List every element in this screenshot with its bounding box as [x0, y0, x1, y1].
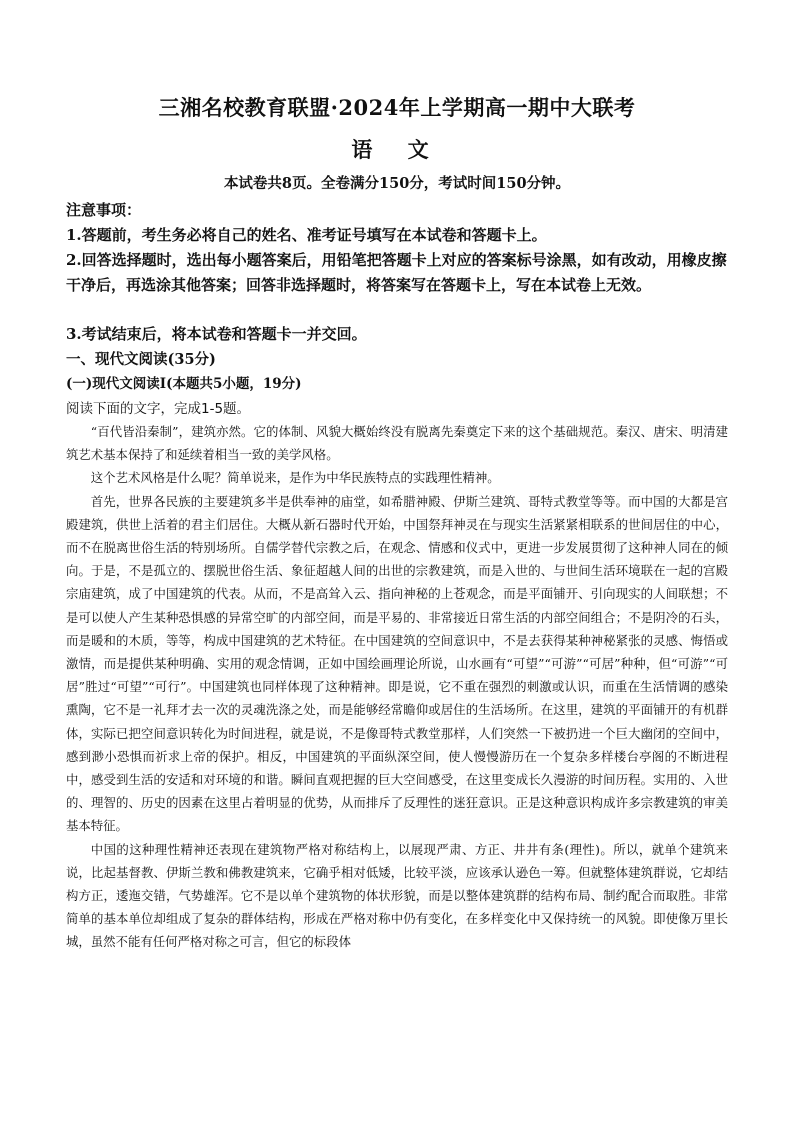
notice-item-3: 3.考试结束后，将本试卷和答题卡一并交回。: [66, 325, 367, 343]
exam-info: 本试卷共8页。全卷满分150分，考试时间150分钟。: [223, 175, 571, 192]
passage-paragraph-3: 首先，世界各民族的主要建筑多半是供奉神的庙堂，如希腊神殿、伊斯兰建筑、哥特式教堂等等。而中国的大都是宫殿建筑，供世上活着的君主们居住。大概从新石器时代开始，中国祭拜神灵在与现实生活紧紧相联系的世间居住的中心，而不在脱离世俗生活的特别场所。自儒学替代宗教之后，在观念、情感和仪式中，更进一步发展贯彻了这种神人同在的倾向。于是，不是孤立的、摆脱世俗生活、象征超越人间的出世的宗教建筑，而是入世的、与世间生活环境联在一起的宫殿宗庙建筑，成了中国建筑的代表。从而，不是高耸入云、指向神秘的上苍观念，而是平面铺开、引向现实的人间联想；不是可以使人产生某种恐惧感的异常空旷的内部空间，而是平易的、非常接近日常生活的内部空间组合；不是阴冷的石头，而是暖和的木质，等等，构成中国建筑的艺术特征。在中国建筑的空间意识中，不是去获得某种神秘紧张的灵感、悔悟或激情，而是提供某种明确、实用的观念情调，正如中国绘画理论所说，山水画有“可望”“可游”“可居”种种，但“可游”“可居”胜过“可望”“可行”。中国建筑也同样体现了这种精神。即是说，它不重在强烈的刺激或认识，而重在生活情调的感染熏陶，它不是一礼拜才去一次的灵魂洗涤之处，而是能够经常瞻仰或居住的生活场所。在这里，建筑的平面铺开的有机群体，实际已把空间意识转化为时间进程，就是说，不是像哥特式教堂那样，人们突然一下被扔进一个巨大幽闭的空间中，感到渺小恐惧而祈求上帝的保护。相反，中国建筑的平面纵深空间，使人慢慢游历在一个复杂多样楼台亭阁的不断进程中，感受到生活的安适和对环境的和谐。瞬间直观把握的巨大空间感受，在这里变成长久漫游的时间历程。实用的、入世的、理智的、历史的因素在这里占着明显的优势，从而排斥了反理性的迷狂意识。正是这种意识构成许多宗教建筑的审美基本特征。: [66, 493, 728, 834]
section-title: 一、现代文阅读(35分): [66, 351, 216, 368]
passage-paragraph-4: 中国的这种理性精神还表现在建筑物严格对称结构上，以展现严肃、方正、井井有条(理性)。所以，就单个建筑来说，比起基督教、伊斯兰教和佛教建筑来，它确乎相对低矮，比较平淡，应该承认逊色一筹。但就整体建筑群说，它却结构方正，逶迤交错，气势雄浑。它不是以单个建筑物的体状形貌，而是以整体建筑群的结构布局、制约配合而取胜。非常简单的基本单位却组成了复杂的群体结构，形成在严格对称中仍有变化，在多样变化中又保持统一的风貌。即使像万里长城，虽然不能有任何严格对称之可言，但它的标段体: [66, 841, 728, 950]
subject-title: 语 文: [351, 137, 443, 162]
notice-item-1: 1.答题前，考生务必将自己的姓名、准考证号填写在本试卷和答题卡上。: [66, 226, 547, 244]
notice-item-2: 2.回答选择题时，选出每小题答案后，用铅笔把答题卡上对应的答案标号涂黑，如有改动，用橡皮擦干净后，再选涂其他答案；回答非选择题时，将答案写在答题卡上，写在本试卷上无效。: [66, 251, 727, 294]
passage-paragraph-2: 这个艺术风格是什么呢？简单说来，是作为中华民族特点的实践理性精神。: [90, 470, 500, 486]
reading-passage: [66, 420, 728, 954]
reading-instruction: 阅读下面的文字，完成1-5题。: [66, 401, 251, 417]
section-subtitle: (一)现代文阅读Ⅰ(本题共5小题，19分): [66, 376, 302, 392]
exam-title: 三湘名校教育联盟·2024年上学期高一期中大联考: [158, 95, 636, 120]
passage-paragraph-1: “百代皆沿秦制”，建筑亦然。它的体制、风貌大概始终没有脱离先秦奠定下来的这个基础规范。秦汉、唐宋、明清建筑艺术基本保持了和延续着相当一致的美学风格。: [66, 424, 728, 463]
notice-heading: 注意事项：: [66, 201, 142, 219]
